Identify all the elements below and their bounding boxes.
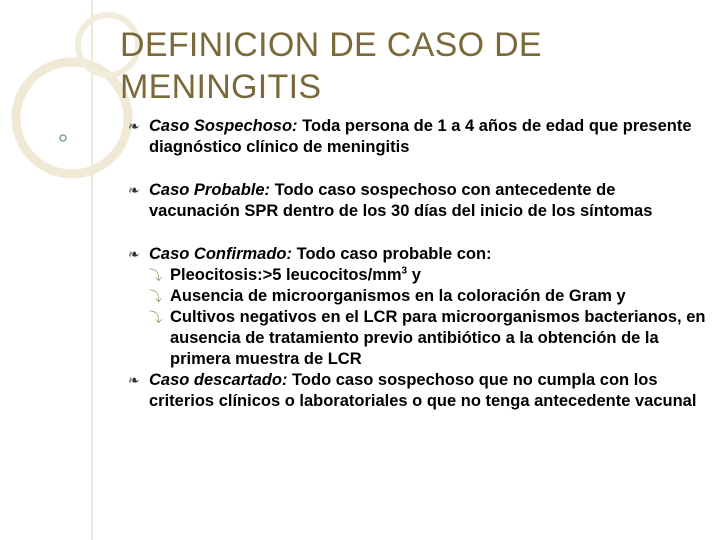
ornamental-leaf-bullet-icon: ❧	[128, 118, 140, 134]
decorative-ring-large	[16, 62, 128, 174]
bullet-caso-confirmado	[128, 244, 708, 265]
bullet-text: Todo caso probable con:	[292, 245, 492, 263]
sub-item-cultivos	[128, 307, 708, 370]
slide-title	[120, 24, 700, 108]
slide-title-line2: MENINGITIS	[120, 68, 322, 106]
sub-item-text: Pleocitosis:>5 leucocitos/mm	[170, 266, 402, 284]
bullet-term: Caso Sospechoso:	[149, 117, 298, 135]
curved-arrow-bullet-icon: ⤵	[149, 289, 163, 304]
sub-item-text: Cultivos negativos en el LCR para microorganismos bacterianos, en ausencia de tratamiento previo antibiótico a la obtención de la primera muestra de LCR	[170, 308, 706, 368]
superscript: 3	[401, 265, 408, 277]
bullet-text: Toda persona de 1 a 4 años de edad que presente diagnóstico clínico de meningitis	[149, 117, 692, 156]
bullet-caso-sospechoso	[128, 116, 708, 158]
bullet-text: Todo caso sospechoso que no cumpla con los criterios clínicos o laboratoriales o que no tenga antecedente vacunal	[149, 371, 697, 410]
bullet-term: Caso descartado:	[149, 371, 288, 389]
sub-item-text: Ausencia de microorganismos en la coloración de Gram y	[170, 287, 626, 305]
bullet-text: Todo caso sospechoso con antecedente de vacunación SPR dentro de los 30 días del inicio de los síntomas	[149, 181, 653, 220]
ornamental-leaf-bullet-icon: ❧	[128, 246, 140, 262]
sub-item-pleocitosis	[128, 265, 708, 286]
slide-title-line1: DEFINICION DE CASO DE	[120, 26, 542, 64]
sub-item-text-after: y	[407, 266, 421, 284]
bullet-term: Caso Confirmado:	[149, 245, 293, 263]
ornamental-leaf-bullet-icon: ❧	[128, 182, 140, 198]
decorative-dot	[60, 135, 66, 141]
bullet-caso-descartado	[128, 370, 708, 412]
bullet-caso-probable	[128, 180, 708, 222]
ornamental-leaf-bullet-icon: ❧	[128, 372, 140, 388]
slide-content	[128, 116, 708, 412]
sub-item-ausencia	[128, 286, 708, 307]
curved-arrow-bullet-icon: ⤵	[149, 268, 163, 283]
bullet-term: Caso Probable:	[149, 181, 271, 199]
curved-arrow-bullet-icon: ⤵	[149, 310, 163, 325]
